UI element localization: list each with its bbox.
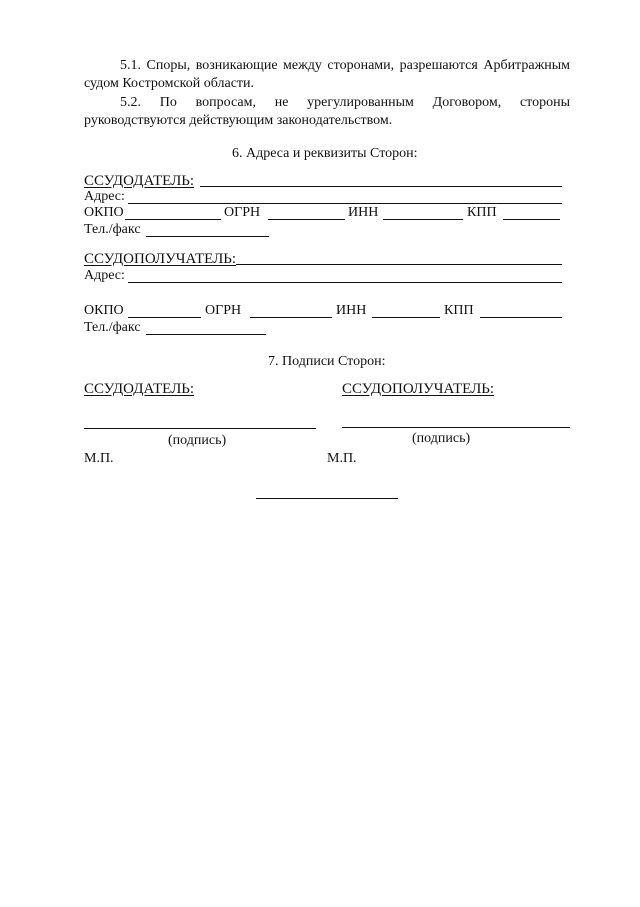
lender-role-label: ССУДОДАТЕЛЬ: xyxy=(84,173,195,189)
borrower-ogrn-label: ОГРН xyxy=(205,303,242,318)
borrower-kpp-line xyxy=(480,317,562,318)
borrower-signature-caption: (подпись) xyxy=(412,431,471,446)
borrower-inn-label: ИНН xyxy=(336,303,367,318)
lender-kpp-label: КПП xyxy=(467,205,497,220)
borrower-phone-label: Тел./факс xyxy=(84,320,141,335)
lender-phone-line xyxy=(146,236,269,237)
borrower-phone-line xyxy=(146,334,266,335)
closing-rule xyxy=(256,498,398,499)
lender-phone-label: Тел./факс xyxy=(84,222,141,237)
borrower-role-label: ССУДОПОЛУЧАТЕЛЬ: xyxy=(84,251,237,267)
lender-address-label: Адрес: xyxy=(84,189,125,204)
borrower-kpp-label: КПП xyxy=(444,303,474,318)
borrower-okpo-label: ОКПО xyxy=(84,303,124,318)
lender-ogrn-label: ОГРН xyxy=(224,205,261,220)
lender-inn-label: ИНН xyxy=(348,205,379,220)
borrower-address-label: Адрес: xyxy=(84,268,125,283)
signature-borrower-role: ССУДОПОЛУЧАТЕЛЬ: xyxy=(342,381,495,397)
lender-okpo-label: ОКПО xyxy=(84,205,124,220)
clause-5-2-line-2: руководствуются действующим законодательством. xyxy=(84,113,393,128)
signature-lender-role: ССУДОДАТЕЛЬ: xyxy=(84,381,195,397)
lender-signature-caption: (подпись) xyxy=(168,433,227,448)
borrower-name-line xyxy=(236,264,562,265)
section-7-title: 7. Подписи Сторон: xyxy=(268,354,386,369)
lender-kpp-line xyxy=(503,219,560,220)
lender-seal-label: М.П. xyxy=(84,451,114,466)
borrower-seal-label: М.П. xyxy=(327,451,357,466)
lender-name-line xyxy=(200,186,562,187)
lender-okpo-line xyxy=(125,219,221,220)
section-6-title: 6. Адреса и реквизиты Сторон: xyxy=(232,146,418,161)
lender-inn-line xyxy=(383,219,463,220)
borrower-ogrn-line xyxy=(250,317,332,318)
lender-ogrn-line xyxy=(268,219,345,220)
borrower-inn-line xyxy=(372,317,440,318)
borrower-okpo-line xyxy=(128,317,201,318)
lender-address-line xyxy=(128,203,562,204)
clause-5-2-line-1: 5.2. По вопросам, не урегулированным Договором, стороны xyxy=(120,95,570,110)
borrower-address-line xyxy=(128,282,562,283)
lender-signature-line xyxy=(84,428,316,429)
borrower-signature-line xyxy=(342,427,570,428)
clause-5-1-line-2: судом Костромской области. xyxy=(84,76,255,91)
clause-5-1-line-1: 5.1. Споры, возникающие между сторонами, разрешаются Арбитражным xyxy=(120,58,570,73)
